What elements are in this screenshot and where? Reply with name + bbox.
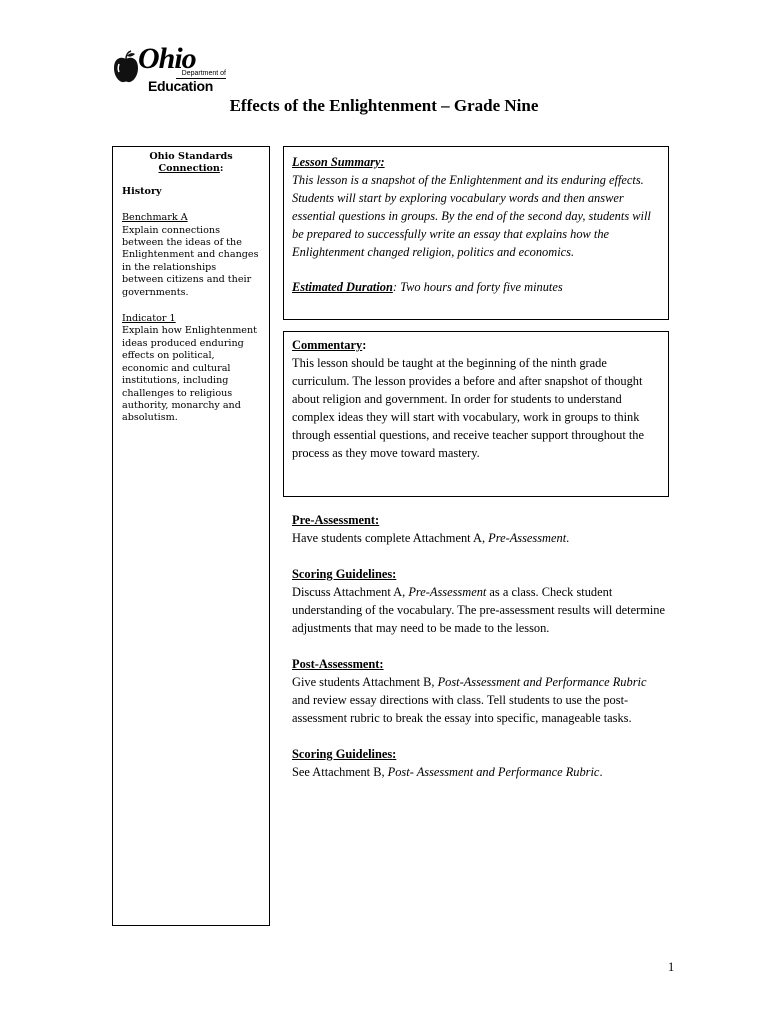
pre-assessment-heading: Pre-Assessment:	[292, 513, 380, 527]
apple-icon	[112, 50, 140, 84]
indicator-label: Indicator 1	[122, 313, 176, 325]
standards-heading-line2: Connection	[158, 163, 220, 175]
standards-heading	[122, 151, 260, 176]
page-number: 1	[668, 960, 675, 974]
logo-education: Education	[148, 78, 213, 94]
scoring-guidelines-text: See Attachment B, Post- Assessment and Performance Rubric.	[292, 765, 603, 779]
post-assessment-text: Give students Attachment B, Post-Assessment and Performance Rubric and review essay directions with class. Tell students to use the post-assessment rubric to break the essay into specific, manageable tasks.	[292, 675, 647, 725]
commentary-heading: Commentary	[292, 338, 363, 352]
scoring-guidelines-text: Discuss Attachment A, Pre-Assessment as a class. Check student understanding of the vocabulary. The pre-assessment results will determine adjustments that may need to be made to the lesson.	[292, 585, 665, 635]
duration-label: Estimated Duration	[292, 280, 393, 294]
duration-value: : Two hours and forty five minutes	[392, 280, 563, 294]
scoring-guidelines-heading: Scoring Guidelines:	[292, 567, 397, 581]
lesson-summary-box	[283, 146, 669, 320]
lesson-summary-text: This lesson is a snapshot of the Enlightenment and its enduring effects. Students will start by exploring vocabulary words and then answer essential questions in groups. By the end of the second day, students will be prepared to successfully write an essay that explains how the Enlightenment changed religion, politics and economics.	[292, 173, 651, 259]
benchmark-label: Benchmark A	[122, 212, 188, 224]
subject-label: History	[122, 185, 162, 197]
ohio-department-of-education-logo	[112, 42, 226, 96]
logo-wordmark: Ohio	[138, 42, 196, 75]
pre-assessment-text: Have students complete Attachment A, Pre-Assessment.	[292, 531, 570, 545]
assessment-section	[292, 511, 667, 781]
commentary-box	[283, 331, 669, 497]
commentary-colon: :	[362, 338, 367, 352]
scoring-guidelines-heading: Scoring Guidelines:	[292, 747, 397, 761]
page-title: Effects of the Enlightenment – Grade Nine	[229, 96, 539, 115]
standards-heading-colon: :	[219, 163, 224, 175]
standards-sidebar	[112, 146, 270, 926]
lesson-summary-heading: Lesson Summary:	[292, 155, 385, 169]
commentary-text: This lesson should be taught at the beginning of the ninth grade curriculum. The lesson provides a before and after snapshot of thought about religion and government. In order for students to understand complex ideas they will start with vocabulary, work in groups to think through essential questions, and receive teacher support throughout the process as they move toward mastery.	[292, 356, 645, 460]
benchmark-text: Explain connections between the ideas of the Enlightenment and changes in the relationships between citizens and their governments.	[122, 224, 259, 298]
standards-heading-line1: Ohio Standards	[149, 151, 233, 162]
logo-department: Department of	[181, 70, 226, 77]
indicator-text: Explain how Enlightenment ideas produced enduring effects on political, economic and cultural institutions, including challenges to religious authority, monarchy and absolutism.	[122, 325, 258, 424]
post-assessment-heading: Post-Assessment:	[292, 657, 384, 671]
